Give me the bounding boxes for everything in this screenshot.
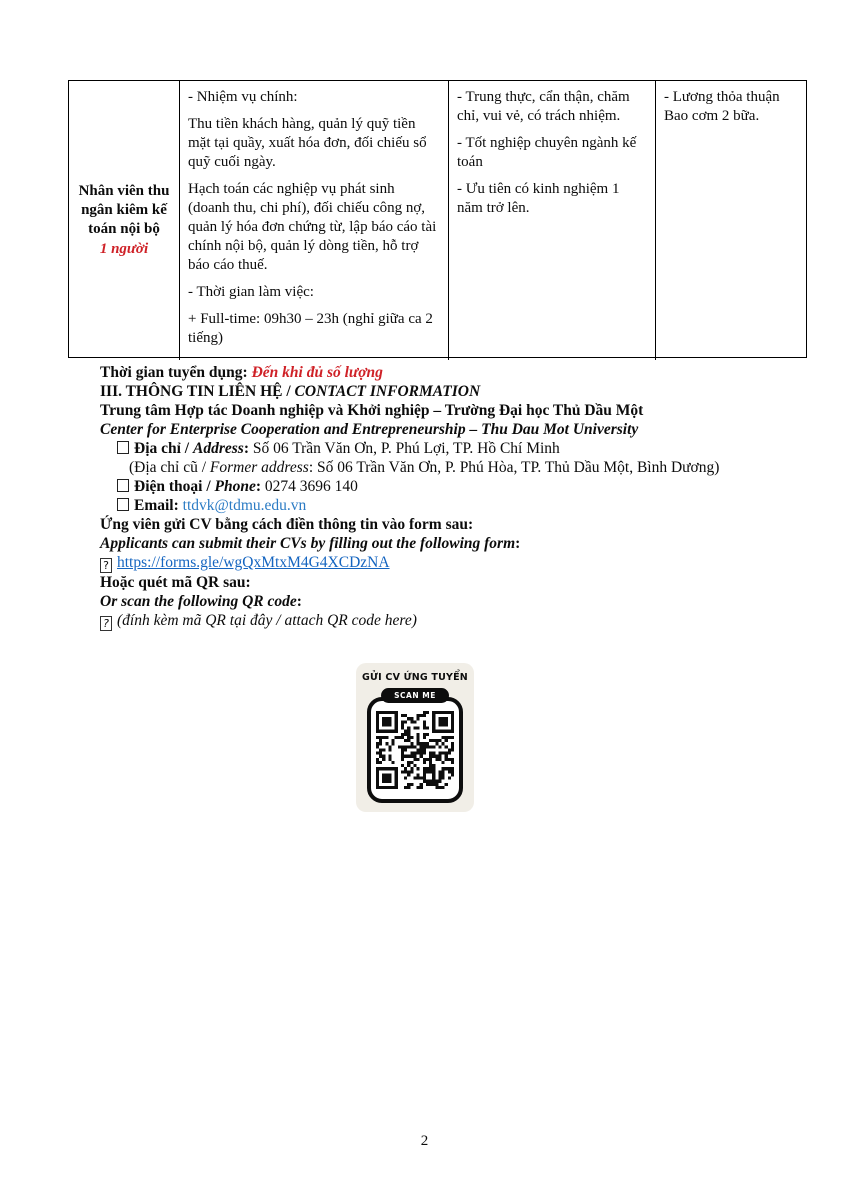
qr-code-image <box>376 711 454 789</box>
scan-me-badge: SCAN ME <box>381 688 449 703</box>
qr-instruction-en: Or scan the following QR code: <box>100 593 302 610</box>
requirements-paragraph: - Trung thực, cẩn thận, chăm chỉ, vui vẻ, có trách nhiệm. <box>457 89 630 124</box>
qr-pattern <box>376 711 454 789</box>
checkbox-icon <box>117 498 129 511</box>
phone-line <box>100 477 806 496</box>
former-address-prefix: (Địa chỉ cũ / <box>129 459 210 476</box>
phone-value: 0274 3696 140 <box>264 478 358 495</box>
duties-paragraph: Hạch toán các nghiệp vụ phát sinh (doanh thu, chi phí), đối chiếu công nợ, quản lý hóa đơn chứng từ, lập báo cáo tài chính nội bộ, quản lý dòng tiền, hỗ trợ báo cáo thuế. <box>188 181 437 273</box>
page-number: 2 <box>420 1133 429 1149</box>
checkbox-icon <box>117 479 129 492</box>
table-cell-requirements <box>449 81 656 360</box>
form-link-line <box>100 553 806 573</box>
duties-paragraph: - Nhiệm vụ chính: <box>188 89 298 105</box>
position-title: Nhân viên thu ngân kiêm kế toán nội bộ <box>78 183 170 237</box>
benefits-paragraph: Bao cơm 2 bữa. <box>664 108 760 124</box>
phone-colon: : <box>255 478 265 495</box>
recruitment-period-line <box>100 363 806 382</box>
table-cell-position <box>69 81 180 360</box>
duties-paragraph: Thu tiền khách hàng, quản lý quỹ tiền mặt tại quầy, xuất hóa đơn, đối chiếu sổ quỹ cuối ngày. <box>188 116 427 170</box>
table-cell-duties <box>180 81 449 360</box>
address-label-vi: Địa chỉ / <box>134 440 193 457</box>
table-cell-benefits <box>656 81 808 360</box>
former-address-value: : Số 06 Trần Văn Ơn, P. Phú Hòa, TP. Thủ Dầu Một, Bình Dương) <box>308 459 720 476</box>
address-line <box>100 439 806 458</box>
email-label: Email: <box>134 497 179 514</box>
former-address-label-en: Former address <box>209 459 309 476</box>
job-table <box>68 80 807 358</box>
address-value: Số 06 Trần Văn Ơn, P. Phú Lợi, TP. Hồ Chí Minh <box>252 440 560 457</box>
missing-glyph-icon: ? <box>100 558 112 573</box>
recruitment-period-value: Đến khi đủ số lượng <box>251 364 383 381</box>
org-name-vi: Trung tâm Hợp tác Doanh nghiệp và Khởi nghiệp – Trường Đại học Thủ Dầu Một <box>100 402 644 419</box>
phone-label-en: Phone <box>214 478 256 495</box>
contact-heading-vi: III. THÔNG TIN LIÊN HỆ / <box>100 383 295 400</box>
missing-glyph-icon: ? <box>100 616 112 631</box>
qr-frame <box>367 697 463 803</box>
qr-instruction-vi: Hoặc quét mã QR sau: <box>100 574 251 591</box>
qr-note-text: (đính kèm mã QR tại đây / attach QR code here) <box>117 612 417 629</box>
former-address-line <box>100 458 806 477</box>
checkbox-icon <box>117 441 129 454</box>
qr-note-line <box>100 611 806 631</box>
contact-heading-en: CONTACT INFORMATION <box>294 383 481 400</box>
google-form-link[interactable]: https://forms.gle/wgQxMtxM4G4XCDzNA <box>117 554 390 571</box>
benefits-paragraph: - Lương thỏa thuận <box>664 89 780 105</box>
email-link[interactable]: ttdvk@tdmu.edu.vn <box>182 497 307 514</box>
email-line <box>100 496 806 515</box>
cv-instruction-vi: Ứng viên gửi CV bằng cách điền thông tin vào form sau: <box>100 516 474 533</box>
recruitment-period-label: Thời gian tuyển dụng: <box>100 364 252 381</box>
duties-paragraph: + Full-time: 09h30 – 23h (nghỉ giữa ca 2 tiếng) <box>188 311 433 346</box>
requirements-paragraph: - Ưu tiên có kinh nghiệm 1 năm trở lên. <box>457 181 620 216</box>
position-headcount: 1 người <box>99 241 149 257</box>
address-label-en: Address <box>193 440 244 457</box>
cv-instruction-en: Applicants can submit their CVs by filling out the following form: <box>100 535 521 552</box>
requirements-paragraph: - Tốt nghiệp chuyên ngành kế toán <box>457 135 637 170</box>
qr-card <box>356 663 474 812</box>
org-name-en: Center for Enterprise Cooperation and Entrepreneurship – Thu Dau Mot University <box>100 421 639 438</box>
qr-card-title: GỬI CV ỨNG TUYỂN <box>362 672 468 683</box>
address-colon: : <box>243 440 253 457</box>
duties-paragraph: - Thời gian làm việc: <box>188 284 314 300</box>
contact-heading <box>100 382 806 401</box>
contact-section <box>100 363 806 631</box>
phone-label-vi: Điện thoại / <box>134 478 215 495</box>
